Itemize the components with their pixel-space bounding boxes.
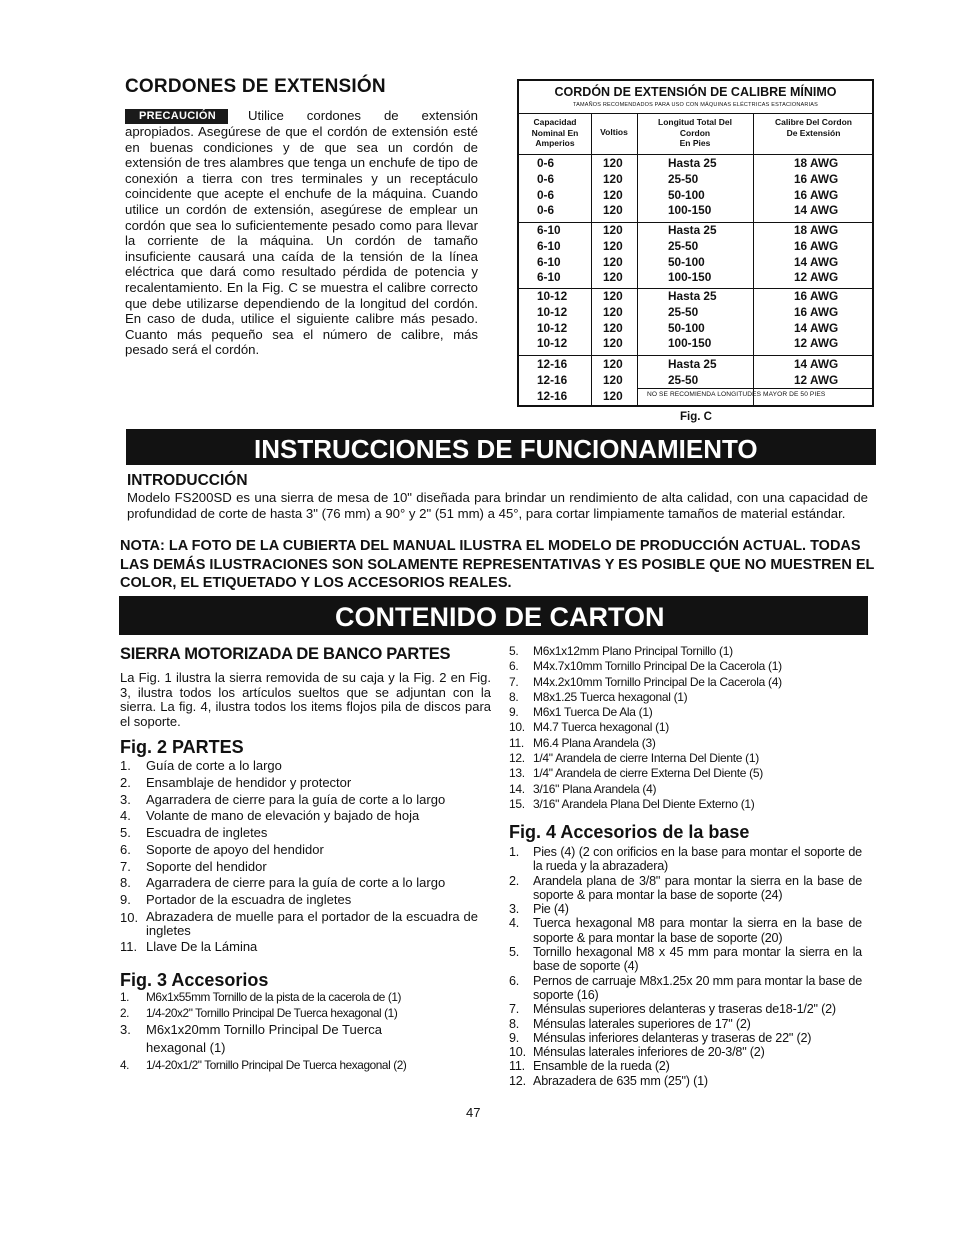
figure-caption: Fig. C [680, 411, 712, 423]
table-note: NO SE RECOMIENDA LONGITUDES MAYOR DE 50 PIES [647, 391, 826, 398]
list-item: 7. M4x.2x10mm Tornillo Principal De la Cacerola (4) [509, 674, 782, 689]
header-length: Longitud Total Del Cordon En Pies [658, 117, 732, 148]
operating-instructions-banner [126, 429, 876, 465]
volts-cell: 120 120 120 120 [603, 223, 623, 285]
list-item: 5. Escuadra de ingletes [120, 825, 268, 840]
fig3-accessories-list [120, 989, 480, 1073]
list-item: 8. M8x1.25 Tuerca hexagonal (1) [509, 689, 688, 704]
fig2-parts-list [120, 758, 478, 956]
list-item: 6. M4x.7x10mm Tornillo Principal De la Cacerola (1) [509, 659, 782, 674]
fig4-heading: Fig. 4 Accesorios de la base [509, 822, 750, 842]
carton-contents-banner [119, 596, 868, 635]
note-body: NOTA: LA FOTO DE LA CUBIERTA DEL MANUAL ILUSTRA EL MODELO DE PRODUCCIÓN ACTUAL. TODAS LAS DEMÁS ILUSTRACIONES SON SOLAMENTE REPRESENTATIVAS Y ES POSIBLE QUE NO MUESTREN EL COLOR, EL ETIQUETADO Y LOS ACCESORIOS REALES. [120, 538, 875, 592]
table-col-divider [637, 113, 638, 405]
list-item: 3. Pie (4) [509, 902, 569, 917]
list-item: 1. Pies (4) (2 con orificios en la base para montar el soporte de la rueda y la abrazadera) [509, 845, 862, 874]
table-rule [519, 113, 872, 114]
length-cell: Hasta 25 25-50 50-100 100-150 [668, 289, 717, 351]
table-rule [519, 154, 872, 155]
fig4-base-accessories-list [509, 845, 862, 1088]
length-cell: Hasta 25 25-50 50-100 100-150 [668, 223, 717, 285]
list-item: 9. Portador de la escuadra de ingletes [120, 892, 352, 907]
extension-cords-text: Utilice cordones de extensión apropiados. Asegúrese de que el cordón de extensión esté en buenas condiciones y de que sea un cordón de extensión de tres alambres que tenga un enchufe de tipo de conexión a tierra con tres terminales y un receptáculo coincidente que acepte el enchufe de la máquina. Cuando utilice un cordón de extensión, asegúrese de emplear un cordón que sea lo suficientemente pesado como para llevar la corriente de la máquina. Un cordón de tamaño insuficiente causará una caída de la tensión de la línea eléctrica que dará como resultado pérdida de potencia y recalentamiento. En la Fig. C se muestra el calibre correcto que debe utilizarse dependiendo de la longitud del cordón. En caso de duda, utilice el siguiente calibre más pesado. Cuanto más pequeño sea el número de calibre, más pesado será el cordón. [125, 108, 478, 358]
header-gauge: Calibre Del Cordon De Extensión [775, 117, 852, 138]
list-item: 9. M6x1 Tuerca De Ala (1) [509, 705, 653, 720]
list-item: 6. Soporte de apoyo del hendidor [120, 841, 324, 857]
list-item: 1. M6x1x55mm Tornillo de la pista de la cacerola de (1) [120, 990, 402, 1004]
gauge-cell: 18 AWG 16 AWG 14 AWG 12 AWG [794, 223, 839, 285]
fig3-accessories-list-continued [509, 644, 869, 812]
amps-cell: 6-10 6-10 6-10 6-10 [537, 223, 561, 285]
list-item: 7. Ménsulas superiores delanteras y traseras de18-1/2" (2) [509, 1002, 836, 1017]
list-item: 14. 3/16" Plana Arandela (4) [509, 781, 657, 796]
list-item: 2. Ensamblaje de hendidor y protector [120, 774, 352, 790]
gauge-cell: 18 AWG 16 AWG 16 AWG 14 AWG [794, 156, 839, 218]
fig3-heading: Fig. 3 Accesorios [120, 970, 269, 990]
introduction-heading: INTRODUCCIÓN [127, 472, 248, 489]
list-item: 4. Volante de mano de elevación y bajado de hoja [120, 808, 420, 824]
amps-cell: 0-6 0-6 0-6 0-6 [537, 156, 555, 218]
list-item: 11. M6.4 Plana Arandela (3) [509, 735, 656, 750]
list-item: 2. Arandela plana de 3/8" para montar la sierra en la base de soporte & para montar la base de soporte (24) [509, 873, 862, 902]
length-cell: Hasta 25 25-50 [668, 357, 717, 387]
amps-cell: 12-16 12-16 12-16 [537, 357, 568, 403]
list-item: 3. M6x1x20mm Tornillo Principal De Tuerca hexagonal (1) [120, 1022, 383, 1055]
extension-cords-body [125, 108, 478, 358]
list-item: 15. 3/16" Arandela Plana Del Diente Externo (1) [509, 796, 755, 811]
list-item: 10. Abrazadera de muelle para el portador de la escuadra de ingletes [120, 908, 478, 938]
saw-parts-heading: SIERRA MOTORIZADA DE BANCO PARTES [120, 645, 451, 663]
volts-cell: 120 120 120 120 [603, 289, 623, 351]
extension-cords-heading: CORDONES DE EXTENSIÓN [125, 76, 386, 97]
table-col-divider [753, 113, 754, 405]
list-item: 4. 1/4-20x1/2" Tornillo Principal De Tuerca hexagonal (2) [120, 1058, 407, 1072]
list-item: 2. 1/4-20x2" Tornillo Principal De Tuerca hexagonal (1) [120, 1006, 398, 1020]
volts-cell: 120 120 120 120 [603, 156, 623, 218]
volts-cell: 120 120 120 [603, 357, 623, 403]
caution-badge: PRECAUCIÓN [125, 109, 228, 124]
list-item: 4. Tuerca hexagonal M8 para montar la sierra en la base de soporte & para montar la base de soporte (20) [509, 916, 862, 945]
amps-cell: 10-12 10-12 10-12 10-12 [537, 289, 568, 351]
list-item: 6. Pernos de carruaje M8x1.25x 20 mm para montar la base de soporte (16) [509, 973, 862, 1002]
gauge-cell: 16 AWG 16 AWG 14 AWG 12 AWG [794, 289, 839, 351]
list-item: 12. Abrazadera de 635 mm (25") (1) [509, 1073, 708, 1088]
list-item: 11. Ensamble de la rueda (2) [509, 1059, 670, 1074]
header-volts: Voltios [600, 127, 628, 137]
gauge-cell: 14 AWG 12 AWG [794, 357, 839, 387]
list-item: 5. Tornillo hexagonal M8 x 45 mm para montar la sierra en la base de soporte (4) [509, 945, 862, 974]
list-item: 7. Soporte del hendidor [120, 858, 267, 874]
list-item: 11. Llave De la Lámina [120, 938, 258, 954]
banner-title: CONTENIDO DE CARTON [335, 602, 665, 632]
cord-gauge-table [517, 79, 874, 407]
list-item: 10. M4.7 Tuerca hexagonal (1) [509, 720, 669, 735]
list-item: 13. 1/4" Arandela de cierre Externa Del Diente (5) [509, 766, 763, 781]
list-item: 8. Ménsulas laterales superiores de 17" (2) [509, 1016, 751, 1031]
introduction-body: Modelo FS200SD es una sierra de mesa de 10" diseñada para brindar un rendimiento de alta calidad, con una capacidad de profundidad de corte de hasta 3" (76 mm) a 90° y 2" (51 mm) a 45°, para cortar limpiamente tamaños de material estándar. [127, 490, 868, 521]
length-cell: Hasta 25 25-50 50-100 100-150 [668, 156, 717, 218]
table-subtitle: TAMAÑOS RECOMENDADOS PARA USO CON MÁQUINAS ELÉCTRICAS ESTACIONARIAS [572, 102, 819, 108]
table-rule [519, 355, 872, 356]
list-item: 3. Agarradera de cierre para la guía de corte a lo largo [120, 791, 446, 807]
saw-parts-body: La Fig. 1 ilustra la sierra removida de su caja y la Fig. 2 en Fig. 3, ilustra todos los artículos sueltos que se adjuntan con la sierra. La fig. 4, ilustra todos los items flojos pila de discos para el soporte. [120, 670, 491, 729]
table-title: CORDÓN DE EXTENSIÓN DE CALIBRE MÍNIMO [554, 85, 837, 99]
fig2-heading: Fig. 2 PARTES [120, 737, 244, 757]
header-capacity: Capacidad Nominal En Amperios [531, 117, 579, 148]
list-item: 12. 1/4" Arandela de cierre Interna Del Diente (1) [509, 751, 759, 766]
list-item: 9. Ménsulas inferiores delanteras y traseras de 22" (2) [509, 1030, 812, 1045]
table-col-divider [591, 113, 592, 405]
table-rule [637, 388, 874, 389]
list-item: 10. Ménsulas laterales inferiores de 20-3/8" (2) [509, 1045, 765, 1060]
page-number: 47 [466, 1105, 481, 1120]
list-item: 5. M6x1x12mm Plano Principal Tornillo (1) [509, 644, 733, 658]
list-item: 8. Agarradera de cierre para la guía de corte a lo largo [120, 875, 446, 891]
banner-title: INSTRUCCIONES DE FUNCIONAMIENTO [254, 434, 758, 464]
list-item: 1. Guía de corte a lo largo [120, 758, 282, 773]
